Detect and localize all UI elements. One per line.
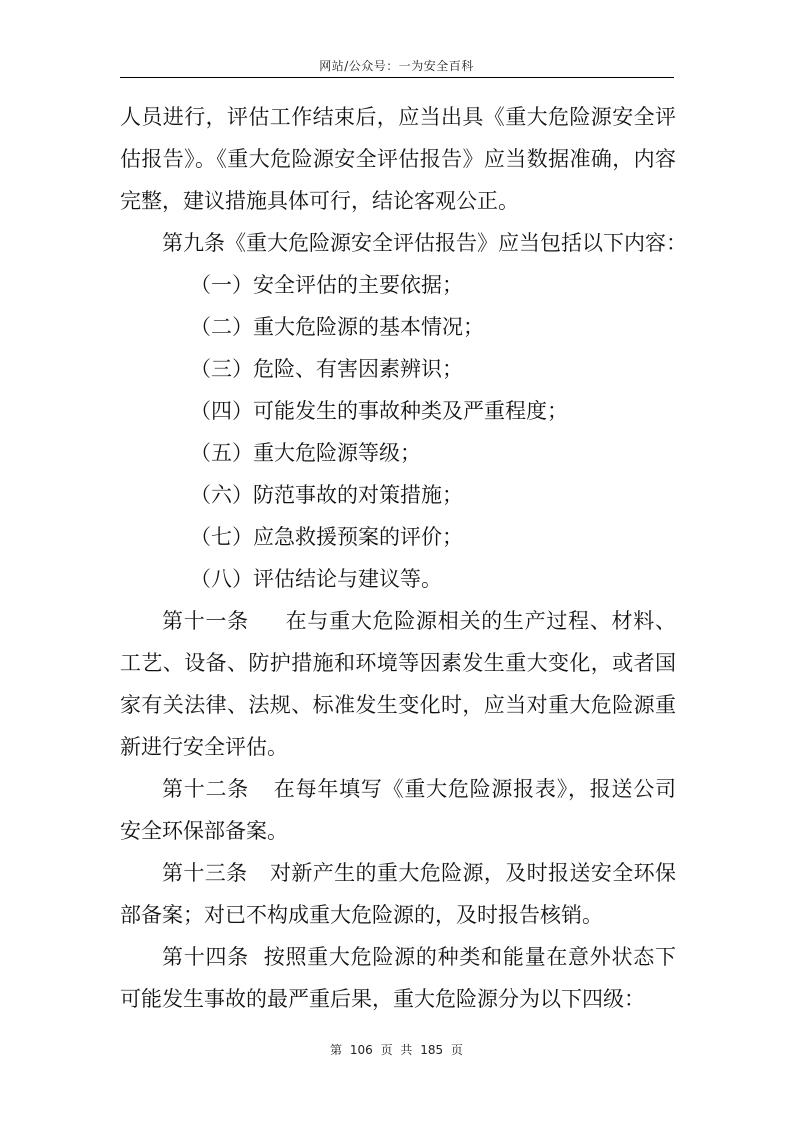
article-14-text: 按照重大危险源的种类和能量在意外状态下 (262, 945, 677, 969)
article-11-heading: 第十一条 (162, 609, 249, 633)
list-item: （六）防范事故的对策措施； (190, 483, 463, 507)
list-item: （四）可能发生的事故种类及严重程度； (190, 399, 568, 423)
paragraph-line: 可能发生事故的最严重后果，重大危险源分为以下四级： (120, 987, 645, 1011)
page-body (120, 96, 687, 1020)
list-item: （八）评估结论与建议等。 (190, 567, 442, 591)
paragraph-line: 部备案；对已不构成重大危险源的，及时报告核销。 (120, 903, 603, 927)
article-11-line (120, 600, 676, 642)
article-14-heading: 第十四条 (162, 945, 249, 969)
paragraph-line: 完整，建议措施具体可行，结论客观公正。 (120, 189, 519, 213)
article-13-line (120, 852, 676, 894)
paragraph-line: 人员进行，评估工作结束后，应当出具《重大危险源安全评 (120, 105, 676, 129)
article-12-heading: 第十二条 (162, 777, 250, 801)
article-13-heading: 第十三条 (162, 861, 248, 885)
article-11-text: 在与重大危险源相关的生产过程、材料、 (284, 609, 677, 633)
paragraph-line: 工艺、设备、防护措施和环境等因素发生重大变化，或者国 (120, 651, 676, 675)
paragraph-line: 安全环保部备案。 (120, 819, 288, 843)
article-13-text: 对新产生的重大危险源，及时报送安全环保 (269, 861, 677, 885)
list-item: （七）应急救援预案的评价； (190, 525, 463, 549)
list-item: （二）重大危险源的基本情况； (190, 315, 484, 339)
header-divider (120, 77, 674, 78)
article-12-line (120, 768, 676, 810)
list-item: （五）重大危险源等级； (190, 441, 421, 465)
page-header: 网站/公众号：一为安全百科 (319, 59, 474, 73)
article-12-text: 在每年填写《重大危险源报表》，报送公司 (273, 777, 677, 801)
article-14-line (120, 936, 676, 978)
page-footer: 第 106 页 共 185 页 (330, 1043, 463, 1057)
list-item: （三）危险、有害因素辨识； (190, 357, 463, 381)
paragraph-line: 估报告》。《重大危险源安全评估报告》应当数据准确，内容 (120, 147, 676, 171)
paragraph-line: 新进行安全评估。 (120, 735, 288, 759)
paragraph-line: 家有关法律、法规、标准发生变化时，应当对重大危险源重 (120, 693, 676, 717)
list-item: （一）安全评估的主要依据； (190, 273, 463, 297)
article-9-heading: 第九条《重大危险源安全评估报告》应当包括以下内容： (162, 231, 687, 255)
